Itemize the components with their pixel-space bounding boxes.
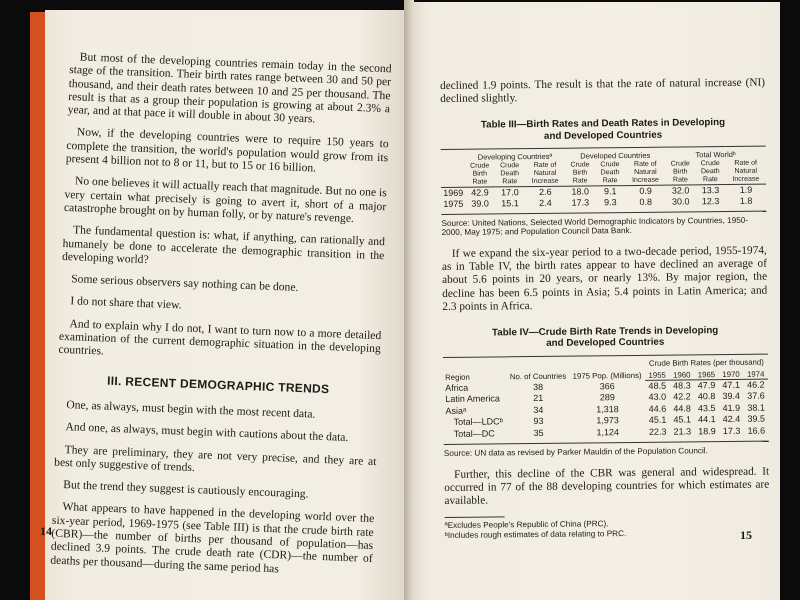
paragraph: And one, as always, must begin with cautions about the data. bbox=[65, 420, 349, 445]
year-header: 1955 bbox=[645, 368, 670, 381]
table-iv-title: Table IV—Crude Birth Rate Trends in Developing and Developed Countries bbox=[491, 325, 719, 350]
column-header: Crude Birth Rate bbox=[665, 160, 695, 185]
column-header: Crude Birth Rate bbox=[565, 161, 595, 186]
paragraph: The fundamental question is: what, if anything, can rationally and humanely be done to accelerate the demographic transition in the developing world? bbox=[61, 223, 386, 267]
table-iii bbox=[441, 146, 767, 210]
table-row: 1969 42.9 17.0 2.6 18.0 9.1 0.9 32.0 13.3 1.9 bbox=[443, 184, 753, 198]
paragraph: declined 1.9 points. The result is that the rate of natural increase (NI) declined slightly. bbox=[440, 76, 766, 106]
table-iii-source: Source: United Nations, Selected World Demographic Indicators by Countries, 1950-2000, May 1975; and Population Council Data Bank. bbox=[441, 210, 766, 237]
paragraph: No one believes it will actually reach that magnitude. But no one is very certain what precisely is going to avert it, short of a major catastrophe brought on by human folly, or by nature's revenge. bbox=[63, 174, 387, 225]
paragraph: And to explain why I do not, I want to turn now to a more detailed examination of the current demographic situation in the developing countries. bbox=[58, 316, 382, 358]
page-number-right: 15 bbox=[740, 528, 752, 542]
year-header: 1970 bbox=[719, 367, 744, 380]
table-row: Latin America 21 289 43.0 42.2 40.8 39.4 37.6 bbox=[445, 391, 765, 405]
paragraph: What appears to have happened in the developing world over the six-year period, 1969-1975 (see Table III) is that the crude birth rate (CBR)—the number of births per thousand of population—has declined 3.9 points. The crude death rate (CDR)—the number of deaths per thousand—during the same period has bbox=[50, 500, 375, 576]
table-iii-title: Table III—Birth Rates and Death Rates in Developing and Developed Countries bbox=[480, 117, 726, 142]
column-header: Crude Birth Rate bbox=[465, 162, 495, 187]
paragraph: I do not share that view. bbox=[70, 294, 182, 312]
column-header: Crude Death Rate bbox=[695, 160, 726, 185]
paragraph: If we expand the six-year period to a two-decade period, 1955-1974, as in Table IV, the birth rates appear to have declined an average of about 5.6 points in 20 years, or nearly 13%. By major region, the decline has been 6.5 points in Asia; 5.4 points in Latin America; and 2.3 points in Africa. bbox=[441, 244, 768, 313]
column-header: Crude Death Rate bbox=[595, 161, 626, 186]
section-heading: III. RECENT DEMOGRAPHIC TRENDS bbox=[106, 373, 330, 396]
table-iv-source: Source: UN data as revised by Parker Mauldin of the Population Council. bbox=[444, 441, 769, 459]
table-row: Africa 38 366 48.5 48.3 47.9 47.1 46.2 bbox=[445, 379, 765, 393]
table-iv bbox=[443, 354, 769, 441]
table-row: Total—DC 35 1,124 22.3 21.3 18.9 17.3 16.6 bbox=[453, 425, 766, 439]
year-header: 1965 bbox=[694, 367, 719, 380]
column-header: Rate of Natural Increase bbox=[725, 159, 766, 184]
table-row: 1975 39.0 15.1 2.4 17.3 9.3 0.8 30.0 12.3 1.8 bbox=[443, 195, 753, 209]
right-page-text bbox=[440, 77, 770, 541]
column-header: 1975 Pop. (Millions) bbox=[572, 371, 642, 382]
group-header: Developed Countries bbox=[580, 151, 651, 161]
year-header: 1960 bbox=[669, 367, 694, 380]
column-header: Rate of Natural Increase bbox=[625, 161, 666, 186]
left-page-text bbox=[50, 50, 392, 588]
table-row: Total—LDCᵇ 93 1,973 45.1 45.1 44.1 42.4 39.5 bbox=[453, 414, 766, 428]
book-gutter bbox=[404, 0, 414, 600]
table-row: Asiaᵃ 34 1,318 44.6 44.8 43.5 41.9 38.1 bbox=[445, 402, 765, 416]
footnote: ªExcludes People's Republic of China (PRC). bbox=[444, 518, 609, 530]
year-header: 1974 bbox=[743, 367, 768, 380]
group-header: Developing Countriesª bbox=[477, 152, 553, 163]
footnote: ᵇIncludes rough estimates of data relating to PRC. bbox=[444, 528, 627, 540]
column-header: Region bbox=[445, 373, 470, 383]
paragraph: One, as always, must begin with the most recent data. bbox=[66, 398, 316, 421]
paragraph: Further, this decline of the CBR was general and widespread. It occurred in 77 of the 88 developing countries for which estimates are available. bbox=[444, 465, 770, 508]
group-header: Total Worldᵇ bbox=[695, 150, 736, 160]
column-header: Rate of Natural Increase bbox=[525, 162, 566, 187]
footnote-rule bbox=[445, 516, 505, 518]
paragraph: They are preliminary, they are not very precise, and they are at best only suggestive of trends. bbox=[53, 442, 377, 474]
paragraph: Now, if the developing countries were to require 150 years to complete the transition, the world's population would grow from its present 4 billion not to 8 or 11, but to 15 or 16 billion. bbox=[65, 125, 389, 175]
column-header: No. of Countries bbox=[509, 372, 567, 382]
paragraph: But the trend they suggest is cautiously encouraging. bbox=[63, 478, 309, 501]
column-header: Crude Death Rate bbox=[494, 162, 525, 187]
column-header: Crude Birth Rates (per thousand) bbox=[648, 357, 764, 368]
paragraph: Some serious observers say nothing can be done. bbox=[70, 272, 299, 295]
paragraph: But most of the developing countries remain today in the second stage of the transition. Their birth rates range between 30 and 50 per thousand, and their death rates between 10 and 25 per thousand. The result is that as a group their population is growing at about 2.3% a year, and at that pace it will double in about 30 years. bbox=[67, 50, 392, 126]
page-number-left: 14 bbox=[40, 524, 52, 538]
